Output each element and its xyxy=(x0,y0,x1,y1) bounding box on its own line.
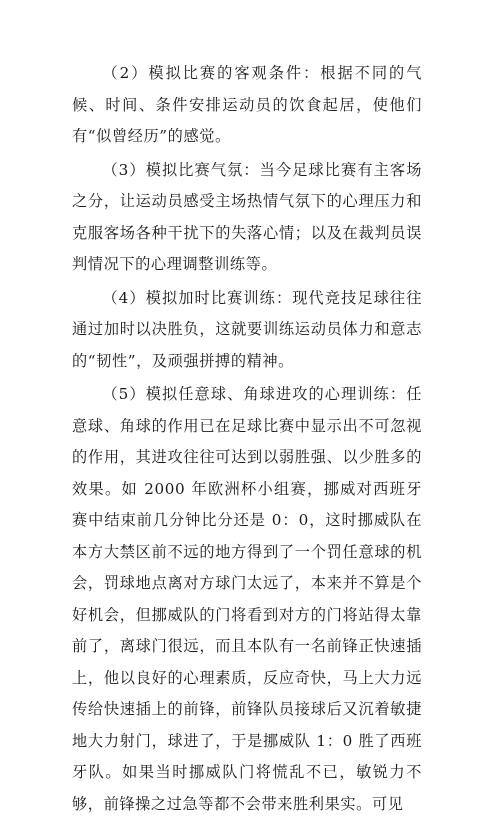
document-page xyxy=(72,58,422,822)
paragraph-simulate-extra-time: （4）模拟加时比赛训练：现代竞技足球往往通过加时以决胜负，这就要训练运动员体力和意志的“韧性”，及顽强拼搏的精神。 xyxy=(72,288,422,370)
paragraph-simulate-conditions: （2）模拟比赛的客观条件：根据不同的气候、时间、条件安排运动员的饮食起居，使他们有“似曾经历”的感觉。 xyxy=(72,64,422,145)
paragraph-simulate-set-pieces: （5）模拟任意球、角球进攻的心理训练：任意球、角球的作用已在足球比赛中显示出不可忽视的作用，其进攻往往可达到以弱胜强、以少胜多的效果。如 2000 年欧洲杯小组赛，挪威对西班牙赛中结束前几分钟比分还是 0：0，这时挪威队在本方大禁区前不远的地方得到了一个罚任意球的机会，罚球地点离对方球门太远了，本来并不算是个好机会，但挪威队的门将看到对方的门将站得太靠前了，离球门很远，而且本队有一名前锋正快速插上，他以良好的心理素质，反应奇快，马上大力远传给快速插上的前锋，前锋队员接球后又沉着敏捷地大力射门，球进了，于是挪威队 1：0 胜了西班牙队。如果当时挪威队门将慌乱不已，敏锐力不够，前锋操之过急等都不会带来胜利果实。可见 xyxy=(72,385,422,813)
paragraph-simulate-atmosphere: （3）模拟比赛气氛：当今足球比赛有主客场之分，让运动员感受主场热情气氛下的心理压力和克服客场各种干扰下的失落心情；以及在裁判员误判情况下的心理调整训练等。 xyxy=(72,160,422,273)
